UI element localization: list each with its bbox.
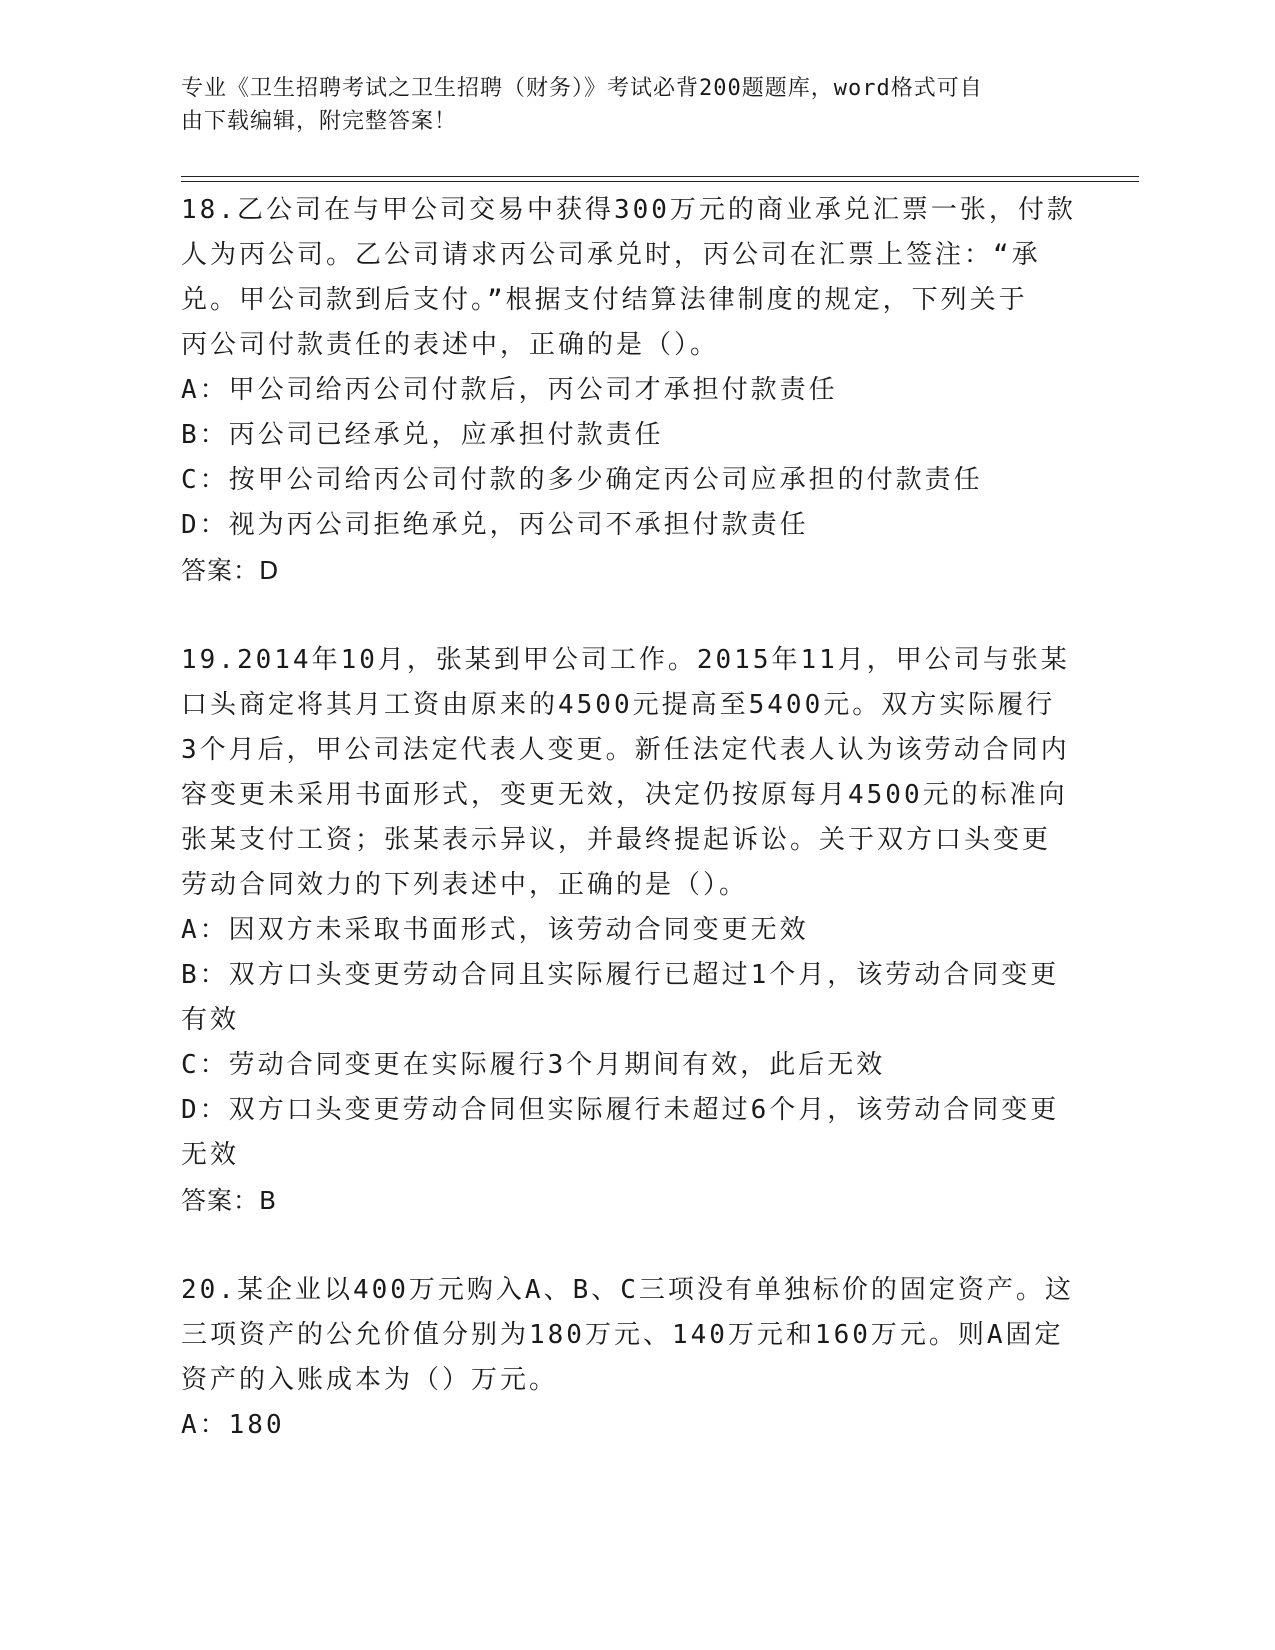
- document-header: [181, 72, 1061, 138]
- question-stem-line: 18.乙公司在与甲公司交易中获得300万元的商业承兑汇票一张，付款: [181, 195, 1076, 225]
- header-divider-top: [181, 176, 1139, 177]
- header-line-2: 由下载编辑，附完整答案！: [181, 109, 458, 134]
- option-d: D：视为丙公司拒绝承兑，丙公司不承担付款责任: [181, 510, 809, 540]
- question-stem-line: 张某支付工资；张某表示异议，并最终提起诉讼。关于双方口头变更: [181, 825, 1052, 855]
- question-list: [181, 188, 1081, 1448]
- question-stem-line: 丙公司付款责任的表述中，正确的是（）。: [181, 330, 720, 360]
- option-a: A：因双方未采取书面形式，该劳动合同变更无效: [181, 915, 809, 945]
- question-stem-line: 19.2014年10月，张某到甲公司工作。2015年11月，甲公司与张某: [181, 645, 1070, 675]
- question-spacer: [181, 593, 1081, 638]
- question-stem-line: 资产的入账成本为（）万元。: [181, 1365, 559, 1395]
- question-stem-line: 20.某企业以400万元购入A、B、C三项没有单独标价的固定资产。这: [181, 1275, 1074, 1305]
- option-b-continued: 有效: [181, 1005, 240, 1035]
- option-a: A：180: [181, 1410, 285, 1440]
- option-c: C：劳动合同变更在实际履行3个月期间有效，此后无效: [181, 1050, 886, 1080]
- question-stem-line: 劳动合同效力的下列表述中，正确的是（）。: [181, 870, 749, 900]
- question-20: [181, 1268, 1081, 1448]
- question-spacer: [181, 1223, 1081, 1268]
- option-a: A：甲公司给丙公司付款后，丙公司才承担付款责任: [181, 375, 838, 405]
- question-18: [181, 188, 1081, 593]
- question-stem-line: 3个月后，甲公司法定代表人变更。新任法定代表人认为该劳动合同内: [181, 735, 1070, 765]
- answer-label: 答案：B: [181, 1186, 278, 1215]
- answer-label: 答案：D: [181, 556, 280, 585]
- option-d: D：双方口头变更劳动合同但实际履行未超过6个月，该劳动合同变更: [181, 1095, 1060, 1125]
- option-d-continued: 无效: [181, 1140, 240, 1170]
- option-c: C：按甲公司给丙公司付款的多少确定丙公司应承担的付款责任: [181, 465, 983, 495]
- question-stem-line: 人为丙公司。乙公司请求丙公司承兑时，丙公司在汇票上签注：“承: [181, 240, 1041, 270]
- header-line-1: 专业《卫生招聘考试之卫生招聘（财务）》考试必背200题题库，word格式可自: [181, 76, 983, 101]
- question-19: [181, 638, 1081, 1223]
- option-b: B：双方口头变更劳动合同且实际履行已超过1个月，该劳动合同变更: [181, 960, 1060, 990]
- question-stem-line: 容变更未采用书面形式，变更无效，决定仍按原每月4500元的标准向: [181, 780, 1068, 810]
- header-divider-bottom: [181, 181, 1139, 182]
- question-stem-line: 兑。甲公司款到后支付。”根据支付结算法律制度的规定，下列关于: [181, 285, 1028, 315]
- option-b: B：丙公司已经承兑，应承担付款责任: [181, 420, 664, 450]
- question-stem-line: 三项资产的公允价值分别为180万元、140万元和160万元。则A固定: [181, 1320, 1064, 1350]
- question-stem-line: 口头商定将其月工资由原来的4500元提高至5400元。双方实际履行: [181, 690, 1056, 720]
